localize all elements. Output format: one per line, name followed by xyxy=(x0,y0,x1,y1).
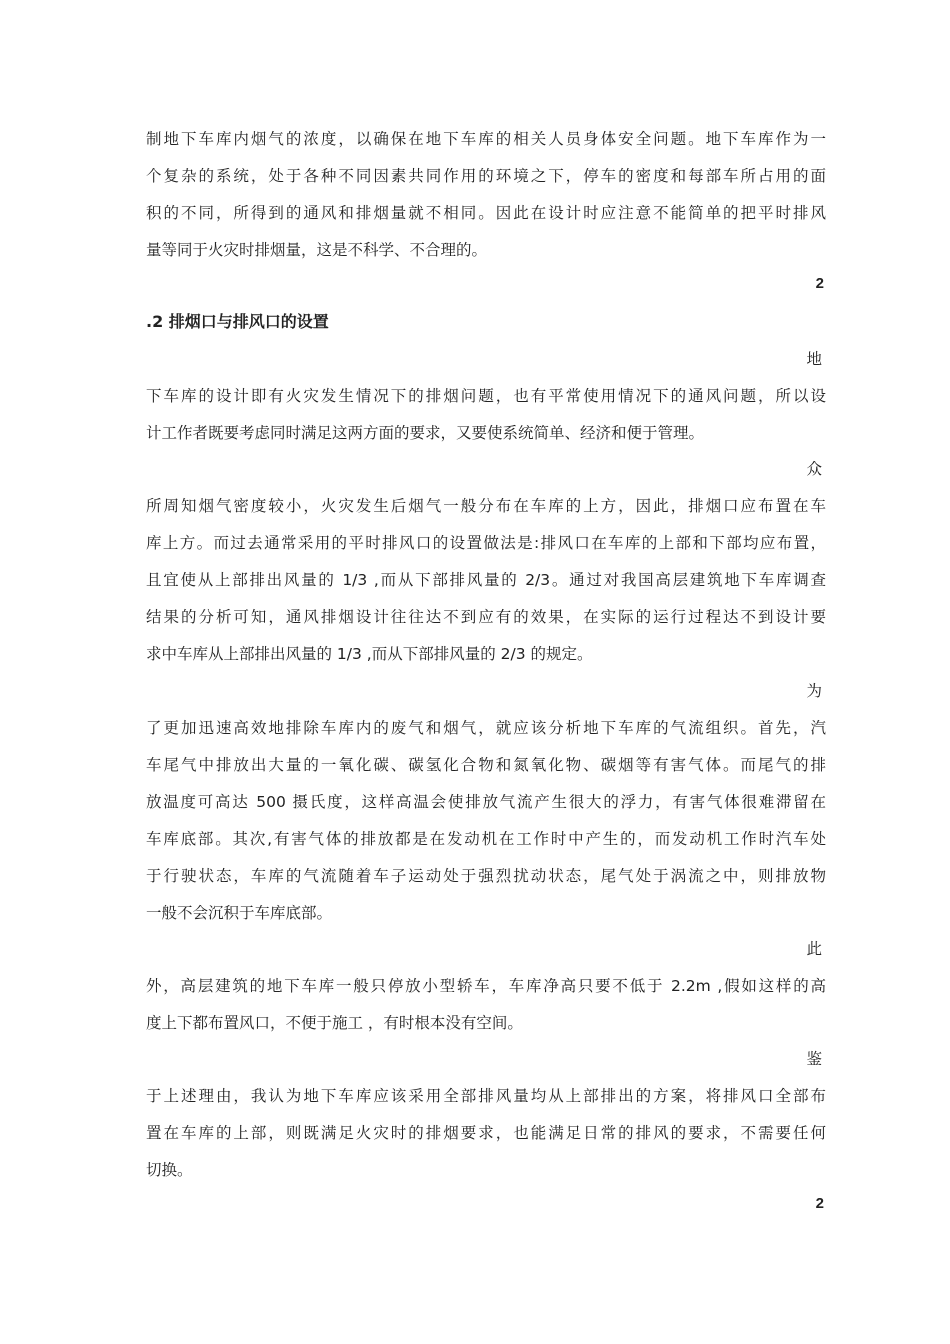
paragraph-4-line-1: 外，高层建筑的地下车库一般只停放小型轿车，车库净高只要不低于 2.2m ,假如这样的高 xyxy=(146,977,826,995)
paragraph-3-line-1: 了更加迅速高效地排除车库内的废气和烟气，就应该分析地下车库的气流组织。首先，汽 xyxy=(146,719,826,737)
page-marker-2: 2 xyxy=(815,1195,824,1212)
paragraph-5-line-3: 切换。 xyxy=(146,1161,193,1179)
paragraph-1-line-2: 计工作者既要考虑同时满足这两方面的要求，又要使系统简单、经济和便于管理。 xyxy=(146,424,705,442)
section-heading: .2 排烟口与排风口的设置 xyxy=(146,312,329,331)
page-marker-1: 2 xyxy=(815,275,824,292)
paragraph-2-lead: 众 xyxy=(806,460,822,478)
paragraph-2-line-5: 求中车库从上部排出风量的 1/3 ,而从下部排风量的 2/3 的规定。 xyxy=(146,645,593,663)
paragraph-intro-line-4: 量等同于火灾时排烟量，这是不科学、不合理的。 xyxy=(146,241,488,259)
paragraph-2-line-2: 库上方。而过去通常采用的平时排风口的设置做法是:排风口在车库的上部和下部均应布置， xyxy=(146,534,826,552)
paragraph-2-line-4: 结果的分析可知，通风排烟设计往往达不到应有的效果，在实际的运行过程达不到设计要 xyxy=(146,608,826,626)
paragraph-3-lead: 为 xyxy=(806,682,822,700)
paragraph-4-lead: 此 xyxy=(806,940,822,958)
paragraph-2-line-1: 所周知烟气密度较小，火灾发生后烟气一般分布在车库的上方，因此，排烟口应布置在车 xyxy=(146,497,826,515)
paragraph-3-line-4: 车库底部。其次,有害气体的排放都是在发动机在工作时中产生的，而发动机工作时汽车处 xyxy=(146,830,826,848)
paragraph-1-line-1: 下车库的设计即有火灾发生情况下的排烟问题，也有平常使用情况下的通风问题，所以设 xyxy=(146,387,826,405)
paragraph-3-line-5: 于行驶状态，车库的气流随着车子运动处于强烈扰动状态，尾气处于涡流之中，则排放物 xyxy=(146,867,826,885)
paragraph-5-line-2: 置在车库的上部，则既满足火灾时的排烟要求，也能满足日常的排风的要求，不需要任何 xyxy=(146,1124,826,1142)
paragraph-intro-line-2: 个复杂的系统，处于各种不同因素共同作用的环境之下，停车的密度和每部车所占用的面 xyxy=(146,167,826,185)
paragraph-intro-line-3: 积的不同，所得到的通风和排烟量就不相同。因此在设计时应注意不能简单的把平时排风 xyxy=(146,204,826,222)
paragraph-3-line-2: 车尾气中排放出大量的一氧化碳、碳氢化合物和氮氧化物、碳烟等有害气体。而尾气的排 xyxy=(146,756,826,774)
paragraph-intro-line-1: 制地下车库内烟气的浓度，以确保在地下车库的相关人员身体安全问题。地下车库作为一 xyxy=(146,130,826,148)
paragraph-3-line-6: 一般不会沉积于车库底部。 xyxy=(146,904,333,922)
paragraph-1-lead: 地 xyxy=(806,350,822,368)
paragraph-5-line-1: 于上述理由，我认为地下车库应该采用全部排风量均从上部排出的方案，将排风口全部布 xyxy=(146,1087,826,1105)
paragraph-5-lead: 鉴 xyxy=(806,1050,822,1068)
paragraph-3-line-3: 放温度可高达 500 摄氏度，这样高温会使排放气流产生很大的浮力，有害气体很难滞留在 xyxy=(146,793,826,811)
paragraph-4-line-2: 度上下都布置风口，不便于施工 ，有时根本没有空间。 xyxy=(146,1014,523,1032)
paragraph-2-line-3: 且宜使从上部排出风量的 1/3 ,而从下部排风量的 2/3。通过对我国高层建筑地下车库调查 xyxy=(146,571,826,589)
